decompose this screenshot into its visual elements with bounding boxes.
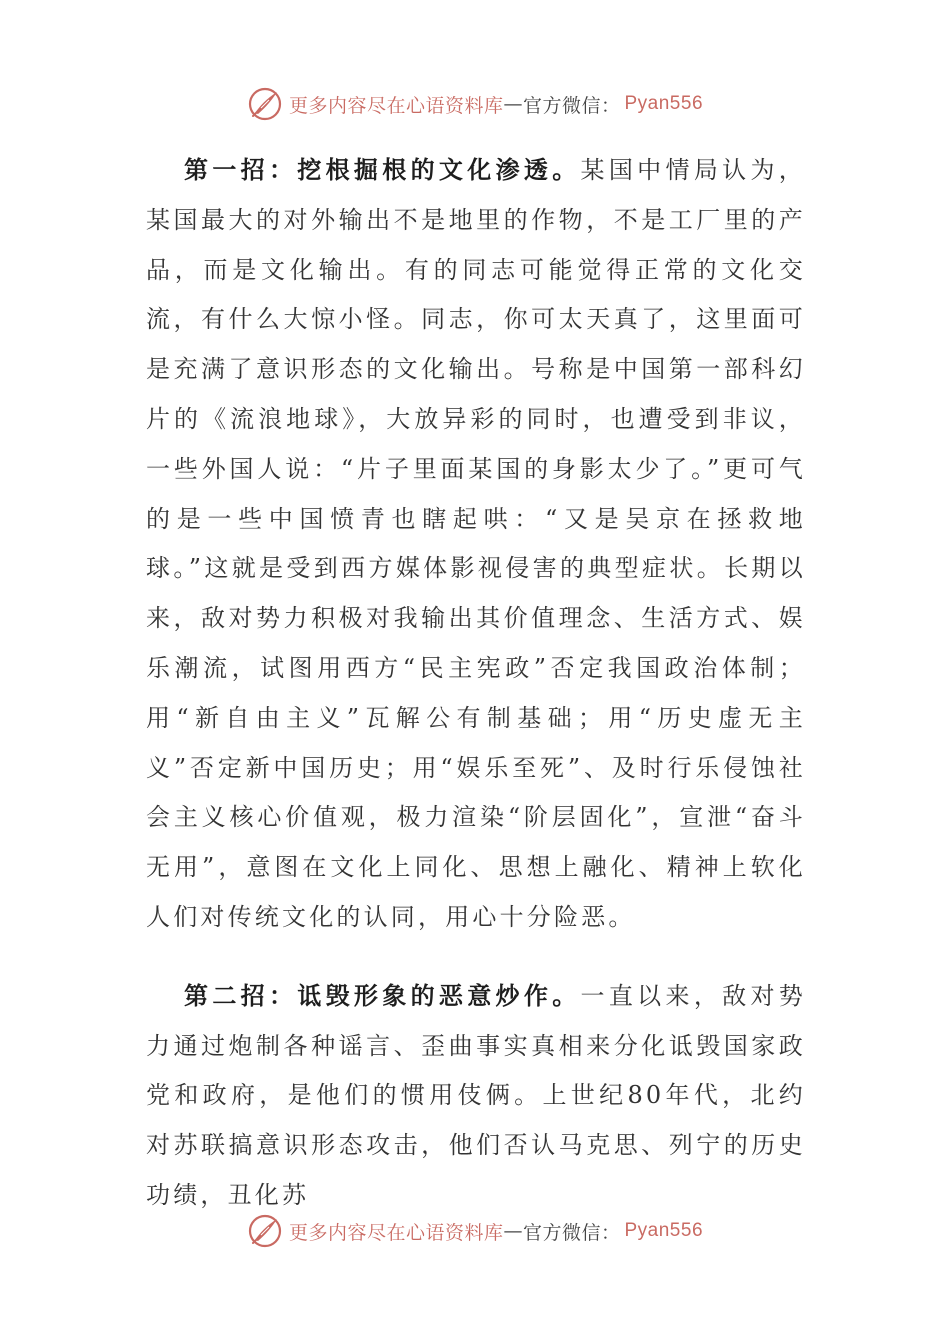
banner-wechat-id: Pyan556 — [624, 1220, 704, 1241]
banner-wechat-id: Pyan556 — [624, 93, 704, 114]
paragraph-body-text: 某国中情局认为，某国最大的对外输出不是地里的作物，不是工厂里的产品，而是文化输出。有的同志可能觉得正常的文化交流，有什么大惊小怪。同志，你可太天真了，这里面可是充满了意识形态的文化输出。号称是中国第一部科幻片的《流浪地球》，大放异彩的同时，也遭受到非议，一些外国人说：“片子里面某国的身影太少了。”更可气的是一些中国愤青也瞎起哄：“又是吴京在拯救地球。”这就是受到西方媒体影视侵害的典型症状。长期以来，敌对势力积极对我输出其价值理念、生活方式、娱乐潮流，试图用西方“民主宪政”否定我国政治体制；用“新自由主义”瓦解公有制基础；用“历史虚无主义”否定新中国历史；用“娱乐至死”、及时行乐侵蚀社会主义核心价值观，极力渲染“阶层固化”，宣泄“奋斗无用”，意图在文化上同化、思想上融化、精神上软化人们对传统文化的认同，用心十分险恶。 — [146, 156, 806, 931]
banner-main-text: 更多内容尽在心语资料库 — [288, 94, 504, 117]
footer-watermark-banner — [0, 1211, 950, 1251]
paragraph-first-move — [146, 145, 806, 943]
banner-sub-text: 官方微信： — [522, 1221, 621, 1244]
paragraph-lead-heading: 第一招：挖根掘根的文化渗透。 — [184, 155, 581, 184]
paragraph-body-text: 一直以来，敌对势力通过炮制各种谣言、歪曲事实真相来分化诋毁国家政党和政府，是他们的惯用伎俩。上世纪80年代，北约对苏联搞意识形态攻击，他们否认马克思、列宁的历史功绩，丑化苏 — [146, 981, 806, 1209]
paragraph-lead-heading: 第二招：诋毁形象的恶意炒作。 — [184, 980, 581, 1010]
banner-separator: — — [503, 1220, 523, 1242]
paragraph-second-move — [146, 971, 806, 1221]
banner-sub-text: 官方微信： — [522, 94, 621, 117]
header-watermark-banner — [0, 84, 950, 124]
quill-logo-icon — [247, 1213, 283, 1249]
banner-main-text: 更多内容尽在心语资料库 — [288, 1221, 504, 1244]
document-body — [146, 145, 806, 1221]
banner-separator: — — [503, 93, 523, 115]
quill-logo-icon — [247, 86, 283, 122]
